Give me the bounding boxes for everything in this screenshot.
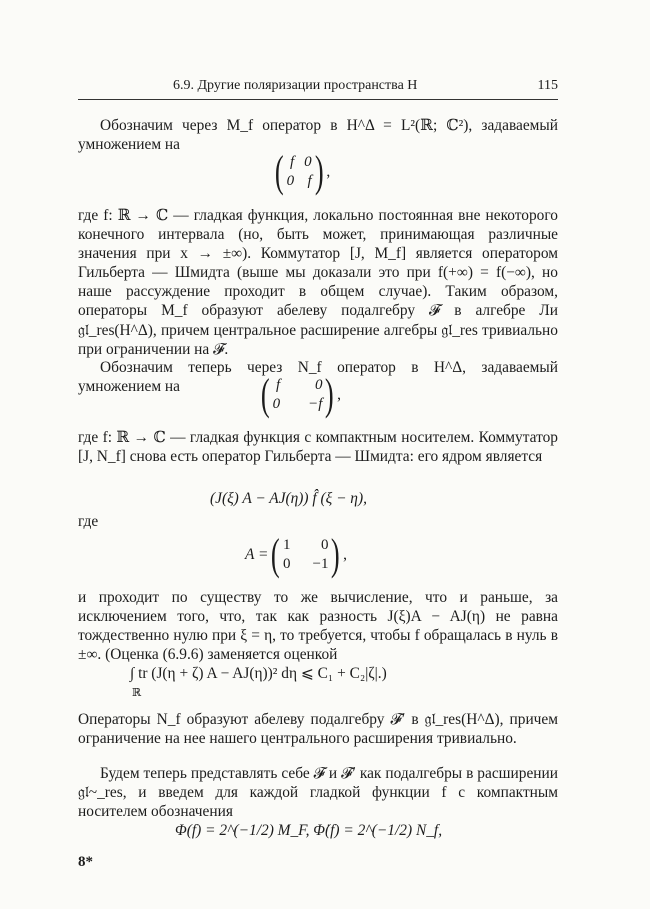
formula-matrix-nf: ( f 0 0 −f ) , (260, 370, 341, 419)
signature-mark: 8* (78, 854, 93, 870)
paragraph-1: Обозначим через M_f оператор в H^Δ = L²(ℝ; ℂ²), задаваемый умножением на (78, 117, 558, 154)
paragraph-2: где f: ℝ → ℂ — гладкая функция, локально постоянная вне некоторого конечного интервала (но, быть может, принимающая различные значения при x → ±∞). Коммутатор [J, M_f] является оператором Гильберта — Шмидта (выше мы доказали это при f(+∞) = f(−∞), но наше рассуждение проходит в общем случае). Таким образом, операторы M_f образуют абелеву подалгебру 𝓕 в алгебре Ли 𝔤𝔩_res(H^Δ), причем центральное расширение алгебры 𝔤𝔩_res тривиально при ограничении на 𝓕. (78, 207, 558, 358)
formula-matrix-f: ( f 0 0 f ) , (274, 147, 331, 196)
running-title: 6.9. Другие поляризации пространства H (173, 78, 418, 93)
paragraph-3: Обозначим теперь через N_f оператор в H^Δ, задаваемый умножением на (78, 359, 558, 396)
page-number: 115 (537, 78, 558, 93)
formula-A: A = ( 1 0 0 −1 ) , (245, 530, 347, 579)
paragraph-4: где f: ℝ → ℂ — гладкая функция с компактным носителем. Коммутатор [J, N_f] снова есть оператор Гильберта — Шмидта: его ядром является (78, 429, 558, 466)
paragraph-6: и проходит по существу то же вычисление, что и раньше, за исключением того, что, так как разность J(ξ)A − AJ(η) не равна тождественно нулю при ξ = η, то требуется, чтобы f обращалась в нуль в ±∞. (Оценка (6.9.6) заменяется оценкой (78, 589, 558, 664)
paragraph-7: Операторы N_f образуют абелеву подалгебру 𝓕′ в 𝔤𝔩_res(H^Δ), причем ограничение на нее нашего центрального расширения тривиально. (78, 711, 558, 748)
integral-expression: ∫ tr (J(η + ζ) A − AJ(η))² dη ⩽ C₁ + C₂|ζ|.) (130, 665, 387, 682)
integral-domain: ℝ (132, 687, 142, 699)
running-header (78, 78, 558, 96)
paragraph-5: где (78, 513, 99, 530)
formula-integral (130, 664, 387, 683)
paragraph-8: Будем теперь представлять себе 𝓕 и 𝓕′ как подалгебры в расширении 𝔤𝔩~_res, и введем для каждой гладкой функции f с компактным носителем обозначения (78, 765, 558, 821)
formula-kernel: (J(ξ) A − AJ(η)) f̂ (ξ − η), (210, 490, 367, 507)
header-rule (78, 99, 558, 100)
formula-phi: Φ(f) = 2^(−1/2) M_F, Φ̇(f) = 2^(−1/2) N_f, (175, 822, 443, 839)
